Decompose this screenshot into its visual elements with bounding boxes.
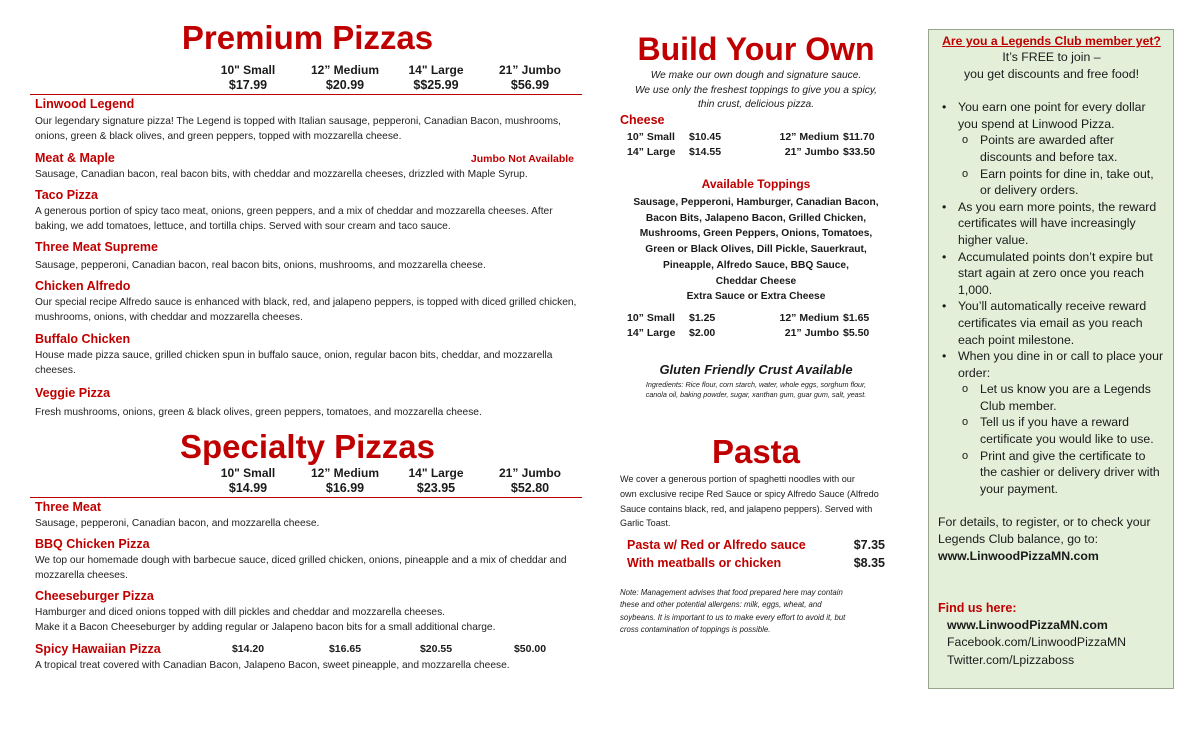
club-details (938, 514, 1165, 564)
pasta-description (620, 472, 898, 531)
menu-item-name: BBQ Chicken Pizza (35, 537, 150, 551)
benefit-item: • Accumulated points don’t expire but start again at zero once you reach 1,000. (938, 249, 1165, 299)
price: $8.35 (853, 556, 885, 570)
price: $11.70 (843, 131, 875, 143)
price: $52.80 (510, 481, 550, 495)
pasta-title: Pasta (711, 433, 801, 470)
price: $5.50 (843, 327, 870, 339)
benefit-item: • As you earn more points, the reward certificates will have increasingly higher value. (938, 199, 1165, 249)
size-label: 12” Medium (310, 466, 379, 480)
website-link[interactable]: www.LinwoodPizzaMN.com (947, 618, 1108, 633)
note-line: cross contamination of toppings is possible. (620, 624, 771, 634)
legends-club-panel (928, 29, 1174, 689)
gluten-ingredients (617, 380, 895, 399)
price: $2.00 (689, 327, 716, 339)
menu-item-desc: Sausage, pepperoni, Canadian bacon, and mozzarella cheese. (35, 518, 320, 529)
size-label: 21” Jumbo (498, 63, 561, 77)
desc-line: Sauce contains black, red, and jalapeno peppers). Served with (620, 503, 873, 514)
club-benefits-list (938, 99, 1165, 497)
price: $14.20 (231, 643, 265, 655)
toppings-line: Sausage, Pepperoni, Hamburger, Canadian Bacon, (633, 197, 879, 208)
divider (30, 94, 582, 95)
menu-item-desc: Sausage, pepperoni, Canadian bacon, real bacon bits, onions, mushrooms, and mozzarella cheese. (35, 260, 486, 271)
menu-item-desc: Our special recipe Alfredo sauce is enhanced with black, red, and jalapeno peppers, is topped with diced grilled chicken, mushrooms, onions, with cheddar and mozzarella cheeses. (35, 297, 577, 323)
details-link[interactable]: www.LinwoodPizzaMN.com (938, 548, 1099, 563)
gluten-title: Gluten Friendly Crust Available (659, 362, 853, 377)
spicy-hawaiian-row (30, 641, 580, 658)
price: $1.65 (843, 312, 870, 324)
benefit-subitem: o Earn points for dine in, take out, or delivery orders. (938, 166, 1165, 199)
specialty-title: Specialty Pizzas (180, 428, 435, 465)
desc-line: We cover a generous portion of spaghetti noodles with our (620, 474, 855, 484)
menu-item-desc: Hamburger and diced onions topped with dill pickles and cheddar and mozzarella cheeses. (35, 607, 446, 618)
twitter-link[interactable]: Twitter.com/Lpizzaboss (947, 652, 1075, 667)
pasta-prices (627, 536, 889, 572)
price: $20.55 (419, 643, 453, 655)
intro-line: We use only the freshest toppings to give you a spicy, (635, 84, 877, 96)
intro-line: thin crust, delicious pizza. (697, 99, 815, 110)
size-label: 12” Medium (310, 63, 379, 77)
toppings-line: Mushrooms, Green Peppers, Onions, Tomatoes, (639, 228, 873, 240)
price: $17.99 (228, 78, 268, 92)
premium-title: Premium Pizzas (181, 19, 434, 56)
benefit-item: • You earn one point for every dollar you spend at Linwood Pizza. (938, 99, 1165, 132)
menu-item-name: Veggie Pizza (35, 386, 111, 400)
specialty-size-header (30, 466, 580, 496)
jumbo-not-available-note: Jumbo Not Available (470, 153, 574, 165)
note-line: these and other potential allergens: milk, eggs, wheat, and (620, 600, 822, 610)
size-label: 21” Jumbo (498, 466, 561, 480)
menu-item-name: Buffalo Chicken (35, 332, 131, 346)
size-label: 14” Large (627, 146, 676, 158)
menu-item-name: Spicy Hawaiian Pizza (35, 642, 161, 656)
cheese-prices (627, 130, 891, 160)
build-intro (617, 69, 895, 113)
ingredients-line: canola oil, baking powder, sugar, xanthan gum, guar gum, salt, yeast. (645, 389, 867, 399)
details-text: For details, to register, or to check your Legends Club balance, go to: (938, 515, 1151, 547)
toppings-line: Extra Sauce or Extra Cheese (686, 291, 826, 303)
benefit-subitem: o Tell us if you have a reward certificate you would like to use. (938, 414, 1165, 447)
club-heading: Are you a Legends Club member yet? (942, 34, 1161, 48)
menu-item-desc: Make it a Bacon Cheeseburger by adding regular or Jalapeno bacon bits for a small additional charge. (35, 622, 496, 633)
menu-item-desc: A tropical treat covered with Canadian Bacon, Jalapeno Bacon, sweet pineapple, and mozzarella cheese. (35, 660, 510, 671)
benefit-subitem: o Points are awarded after discounts and before tax. (938, 132, 1165, 165)
find-us-list (938, 617, 1165, 669)
size-label: 14” Large (627, 327, 676, 339)
menu-item-desc: Sausage, Canadian bacon, real bacon bits, with cheddar and mozzarella cheeses, drizzled with Maple Syrup. (35, 169, 528, 180)
topping-prices (627, 311, 891, 341)
menu-item-desc: A generous portion of spicy taco meat, onions, green peppers, and a mix of cheddar and mozzarella cheeses. After baking, we add tomatoes, lettuce, and tortilla chips. Served with sour cream and taco sauce. (35, 206, 553, 232)
build-title: Build Your Own (637, 31, 875, 67)
size-label: 10" Small (220, 63, 276, 77)
subheading-line: It’s FREE to join – (1002, 50, 1101, 64)
facebook-link[interactable]: Facebook.com/LinwoodPizzaMN (947, 635, 1127, 650)
note-line: Note: Management advises that food prepared here may contain (620, 588, 843, 597)
price: $14.99 (228, 481, 268, 495)
price: $16.99 (325, 481, 365, 495)
pasta-item-name: Pasta w/ Red or Alfredo sauce (627, 538, 806, 552)
ingredients-line: Ingredients: Rice flour, corn starch, water, whole eggs, sorghum flour, (645, 380, 867, 389)
price: $16.65 (328, 643, 362, 655)
menu-item-name: Taco Pizza (35, 188, 98, 202)
toppings-title: Available Toppings (701, 177, 811, 191)
subheading-line: you get discounts and free food! (963, 66, 1139, 81)
pasta-item-name: With meatballs or chicken (627, 556, 782, 570)
price: $23.95 (416, 481, 456, 495)
price: $33.50 (843, 146, 876, 158)
toppings-line: Pineapple, Alfredo Sauce, BBQ Sauce, (663, 259, 849, 271)
find-us-heading: Find us here: (938, 601, 1017, 616)
menu-item-name: Cheeseburger Pizza (35, 589, 154, 603)
menu-item-name: Chicken Alfredo (35, 279, 131, 293)
toppings-line: Cheddar Cheese (715, 275, 797, 287)
price: $20.99 (325, 78, 365, 92)
menu-item-desc: Fresh mushrooms, onions, green & black olives, green peppers, tomatoes, and mozzarella cheese. (35, 407, 482, 418)
price: $50.00 (513, 643, 547, 655)
allergen-note (620, 587, 898, 636)
size-label: 10” Small (627, 131, 675, 143)
desc-line: own exclusive recipe Red Sauce or spicy Alfredo Sauce (Alfredo (620, 488, 879, 499)
size-label: 14" Large (408, 63, 464, 77)
premium-item-list (35, 96, 580, 420)
benefit-subitem: o Let us know you are a Legends Club member. (938, 381, 1165, 414)
price: $$25.99 (413, 78, 459, 92)
club-subheading (938, 49, 1165, 82)
size-label: 10" Small (220, 466, 276, 480)
size-label: 12” Medium (779, 131, 839, 143)
menu-item-name: Meat & Maple (35, 151, 115, 165)
size-label: 21” Jumbo (784, 146, 839, 158)
divider (30, 497, 582, 498)
size-label: 14" Large (408, 466, 464, 480)
desc-line: Garlic Toast. (620, 518, 671, 529)
menu-item-desc: House made pizza sauce, grilled chicken spun in buffalo sauce, onion, regular bacon bits, cheddar, and mozzarella cheeses. (35, 350, 553, 376)
cheese-label: Cheese (620, 113, 665, 127)
premium-size-header (30, 63, 580, 93)
menu-item-name: Three Meat (35, 500, 101, 514)
toppings-line: Bacon Bits, Jalapeno Bacon, Grilled Chicken, (645, 212, 867, 224)
price: $14.55 (689, 146, 722, 158)
price: $56.99 (510, 78, 550, 92)
size-label: 10” Small (627, 312, 675, 324)
benefit-item: • You’ll automatically receive reward certificates via email as you reach each point milestone. (938, 298, 1165, 348)
intro-line: We make our own dough and signature sauce. (650, 70, 862, 81)
toppings-list (617, 195, 895, 305)
price: $7.35 (853, 538, 885, 552)
size-label: 21” Jumbo (784, 327, 839, 339)
menu-item-name: Linwood Legend (35, 97, 135, 111)
benefit-subitem: o Print and give the certificate to the cashier or delivery driver with your payment. (938, 448, 1165, 498)
price: $10.45 (689, 131, 722, 143)
benefit-item: • When you dine in or call to place your order: (938, 348, 1165, 381)
menu-item-desc: We top our homemade dough with barbecue sauce, diced grilled chicken, onions, pineapple and a mix of cheddar and mozzarella cheeses. (35, 555, 567, 581)
specialty-item-list (35, 499, 580, 673)
menu-item-name: Three Meat Supreme (35, 240, 158, 254)
toppings-line: Green or Black Olives, Dill Pickle, Sauerkraut, (645, 244, 867, 256)
note-line: soybeans. It is important to us to make every effort to avoid it, but (620, 612, 846, 622)
menu-item-desc: Our legendary signature pizza! The Legend is topped with Italian sausage, pepperoni, Canadian Bacon, mushrooms, onions, green & black olives, and green peppers, topped with mozzarella cheese. (35, 116, 561, 142)
price: $1.25 (689, 312, 716, 324)
size-label: 12” Medium (779, 312, 839, 324)
